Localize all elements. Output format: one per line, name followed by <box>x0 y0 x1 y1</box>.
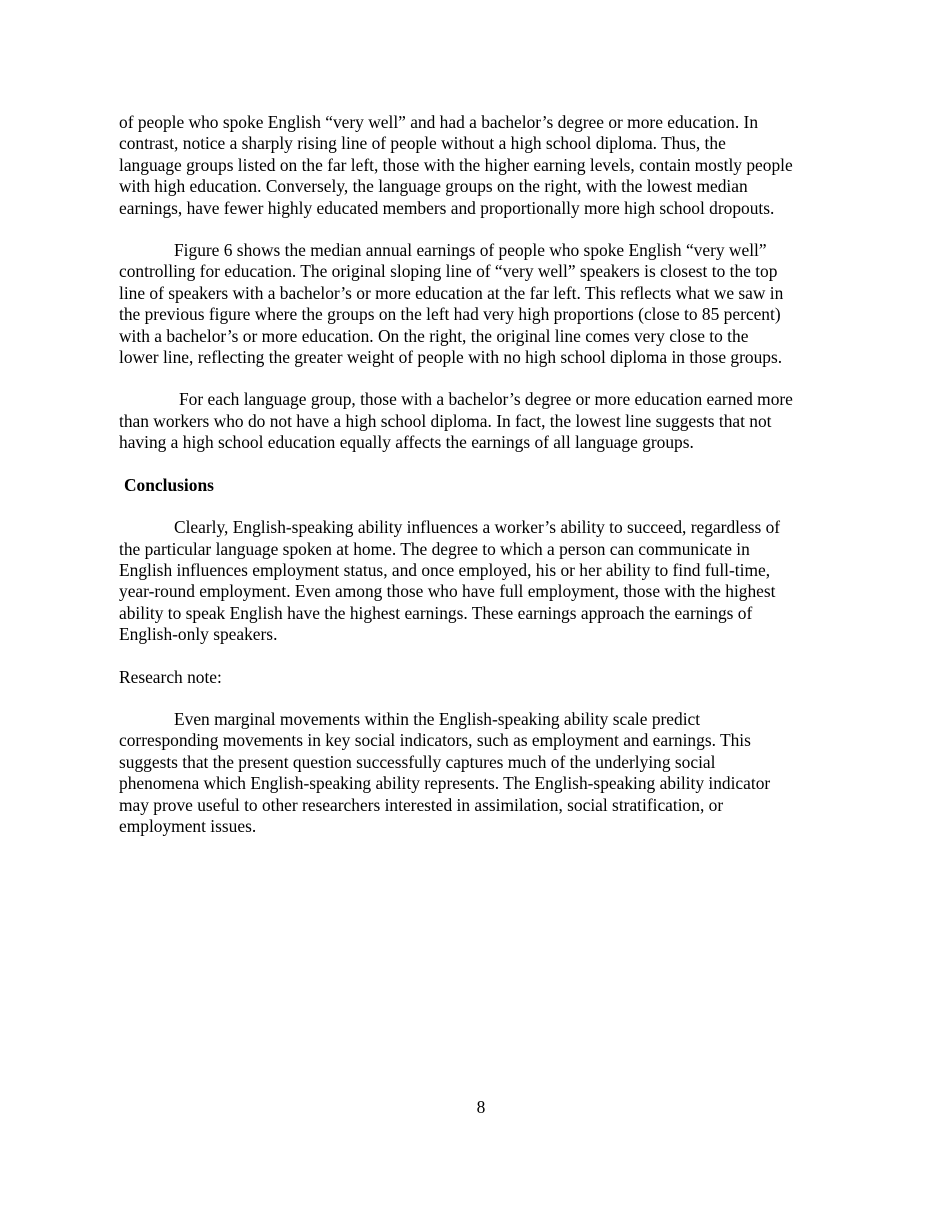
text-line: lower line, reflecting the greater weight of people with no high school diploma in those groups. <box>119 347 783 368</box>
text-line: English influences employment status, and once employed, his or her ability to find full-time, <box>119 559 771 580</box>
text-line: English-only speakers. <box>119 624 278 645</box>
text-line: ability to speak English have the highest earnings. These earnings approach the earnings of <box>119 602 753 623</box>
paragraph-education-lines <box>119 112 849 219</box>
page-number: 8 <box>476 1097 486 1117</box>
paragraph-research-note <box>119 709 849 837</box>
text-line: Figure 6 shows the median annual earnings of people who spoke English “very well” <box>174 240 767 261</box>
text-line: For each language group, those with a bachelor’s degree or more education earned more <box>179 389 793 410</box>
text-line: phenomena which English-speaking ability represents. The English-speaking ability indicator <box>119 773 771 794</box>
text-line: Even marginal movements within the English-speaking ability scale predict <box>174 708 701 729</box>
text-line: earnings, have fewer highly educated members and proportionally more high school dropouts. <box>119 197 775 218</box>
conclusions-heading: Conclusions <box>124 474 214 495</box>
text-line: with high education. Conversely, the language groups on the right, with the lowest median <box>119 176 748 197</box>
text-line: may prove useful to other researchers interested in assimilation, social stratification, or <box>119 794 724 815</box>
text-line: suggests that the present question successfully captures much of the underlying social <box>119 751 716 772</box>
text-line: controlling for education. The original sloping line of “very well” speakers is closest to the top <box>119 261 778 282</box>
text-line: contrast, notice a sharply rising line of people without a high school diploma. Thus, the <box>119 133 726 154</box>
page-body <box>119 112 849 837</box>
paragraph-conclusions <box>119 517 849 645</box>
text-line: corresponding movements in key social indicators, such as employment and earnings. This <box>119 730 751 751</box>
text-line: than workers who do not have a high school diploma. In fact, the lowest line suggests that not <box>119 410 772 431</box>
text-line: year-round employment. Even among those who have full employment, those with the highest <box>119 581 776 602</box>
text-line: employment issues. <box>119 815 257 836</box>
text-line: of people who spoke English “very well” and had a bachelor’s degree or more education. In <box>119 112 759 132</box>
paragraph-language-groups <box>119 389 849 453</box>
text-line: the previous figure where the groups on the left had very high proportions (close to 85 percent) <box>119 304 781 325</box>
research-note-label: Research note: <box>119 666 222 687</box>
text-line: Clearly, English-speaking ability influences a worker’s ability to succeed, regardless of <box>174 517 781 538</box>
paragraph-figure-6 <box>119 240 849 368</box>
text-line: with a bachelor’s or more education. On the right, the original line comes very close to the <box>119 325 749 346</box>
text-line: line of speakers with a bachelor’s or more education at the far left. This reflects what we saw in <box>119 282 784 303</box>
text-line: the particular language spoken at home. The degree to which a person can communicate in <box>119 538 750 559</box>
text-line: having a high school education equally affects the earnings of all language groups. <box>119 432 694 453</box>
text-line: language groups listed on the far left, those with the higher earning levels, contain mostly people <box>119 154 793 175</box>
